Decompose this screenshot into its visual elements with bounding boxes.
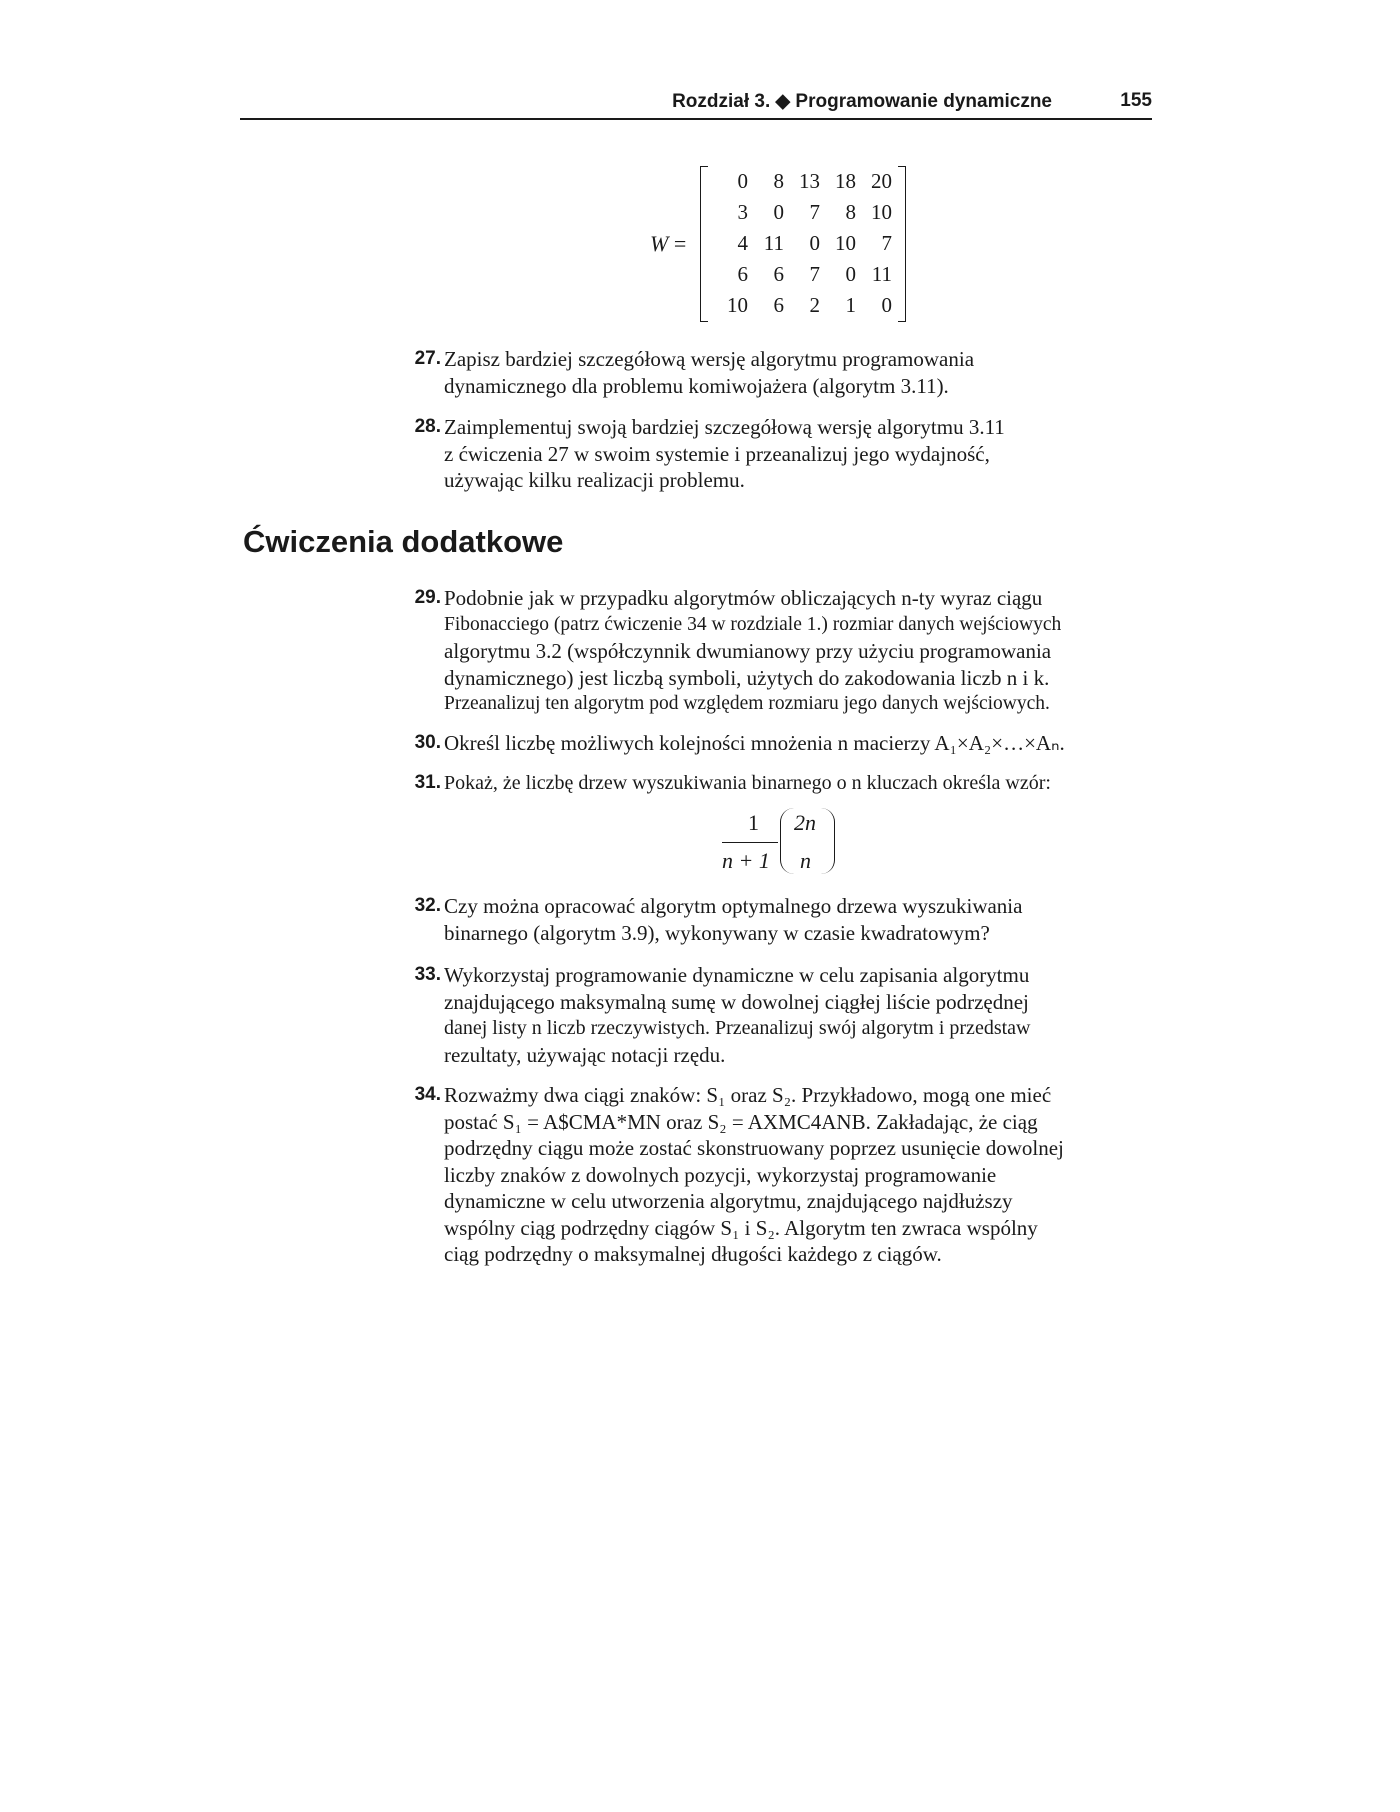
- matrix-cell: 10: [727, 293, 748, 317]
- matrix-cell: 13: [799, 169, 820, 193]
- matrix-cell: 4: [737, 231, 748, 255]
- exercise-number: 29.: [414, 587, 441, 608]
- exercise-text: [444, 346, 1120, 399]
- matrix-cell: 0: [845, 262, 856, 286]
- exercise-text: [444, 893, 1120, 946]
- fraction-bar: [722, 842, 778, 843]
- matrix-cell: 20: [871, 169, 892, 193]
- matrix-cell: 6: [737, 262, 748, 286]
- exercise-32: [380, 893, 1120, 946]
- text-line: Podobnie jak w przypadku algorytmów obliczających n-ty wyraz ciągu: [444, 586, 1043, 610]
- exercise-34: [380, 1082, 1120, 1268]
- matrix-cell: 7: [809, 262, 820, 286]
- text-line: algorytmu 3.2 (współczynnik dwumianowy przy użyciu programowania: [444, 639, 1052, 663]
- exercise-number: 30.: [414, 732, 441, 753]
- left-paren: [780, 808, 795, 874]
- text-line: Zapisz bardziej szczegółową wersję algorytmu programowania: [444, 347, 975, 371]
- matrix-cell: 11: [763, 231, 784, 255]
- text-line: Zaimplementuj swoją bardziej szczegółową wersję algorytmu 3.11: [444, 415, 1005, 439]
- matrix-row: [712, 166, 892, 197]
- left-bracket: [700, 166, 708, 322]
- matrix-cell: 8: [845, 200, 856, 224]
- section-title: Ćwiczenia dodatkowe: [243, 524, 564, 559]
- matrix-row: [712, 259, 892, 290]
- matrix-cell: 10: [835, 231, 856, 255]
- text-line: Pokaż, że liczbę drzew wyszukiwania binarnego o n kluczach określa wzór:: [444, 772, 1051, 794]
- matrix-label: W =: [650, 231, 687, 256]
- matrix-cell: 0: [737, 169, 748, 193]
- matrix-row: [712, 197, 892, 228]
- text-line: wspólny ciąg podrzędny ciągów S₁ i S₂. Algorytm ten zwraca wspólny: [444, 1215, 1038, 1240]
- matrix-cell: 1: [845, 293, 856, 317]
- text-line: dynamicznego) jest liczbą symboli, użytych do zakodowania liczb n i k.: [444, 665, 1050, 690]
- text-line: Określ liczbę możliwych kolejności mnożenia n macierzy A₁×A₂×…×Aₙ.: [444, 731, 1065, 755]
- exercise-33: [380, 962, 1120, 1068]
- matrix-cell: 10: [871, 200, 892, 224]
- exercise-text: [444, 770, 1120, 797]
- text-line: binarnego (algorytm 3.9), wykonywany w czasie kwadratowym?: [444, 920, 990, 945]
- text-line: postać S₁ = A$CMA*MN oraz S₂ = AXMC4ANB. Zakładając, że ciąg: [444, 1109, 1038, 1134]
- exercise-31: [380, 770, 1120, 797]
- matrix-row: [712, 228, 892, 259]
- matrix-cell: 18: [835, 169, 856, 193]
- exercise-number: 28.: [414, 416, 441, 437]
- text-line: dynamiczne w celu utworzenia algorytmu, znajdującego najdłuższy: [444, 1189, 1013, 1213]
- exercise-text: [444, 585, 1120, 718]
- matrix-cell: 0: [809, 231, 820, 255]
- exercise-number: 27.: [414, 348, 441, 369]
- binomial-formula: [720, 808, 840, 880]
- text-line: Przeanalizuj ten algorytm pod względem rozmiaru jego danych wejściowych.: [444, 693, 1050, 714]
- text-line: rezultaty, używając notacji rzędu.: [444, 1042, 726, 1067]
- text-line: podrzędny ciągu może zostać skonstruowany poprzez usunięcie dowolnej: [444, 1136, 1064, 1160]
- matrix-cell: 8: [773, 169, 784, 193]
- binomial-top: 2n: [794, 810, 816, 835]
- matrix-cell: 0: [881, 293, 892, 317]
- text-line: danej listy n liczb rzeczywistych. Przeanalizuj swój algorytm i przedstaw: [444, 1017, 1031, 1039]
- running-head: Rozdział 3. ◆ Programowanie dynamiczne: [672, 91, 1052, 112]
- page-number: 155: [1120, 90, 1152, 111]
- exercise-number: 32.: [414, 895, 441, 916]
- binomial-bottom: n: [800, 848, 811, 873]
- exercise-text: [444, 414, 1120, 494]
- fraction-denominator: n + 1: [722, 848, 770, 873]
- text-line: używając kilku realizacji problemu.: [444, 468, 745, 492]
- matrix-grid: [712, 166, 892, 321]
- text-line: dynamicznego dla problemu komiwojażera (algorytm 3.11).: [444, 373, 949, 398]
- text-line: Rozważmy dwa ciągi znaków: S₁ oraz S₂. Przykładowo, mogą one mieć: [444, 1083, 1052, 1107]
- fraction-numerator: 1: [748, 810, 759, 835]
- matrix-cell: 6: [773, 262, 784, 286]
- exercise-30: [380, 730, 1120, 757]
- text-line: z ćwiczenia 27 w swoim systemie i przeanalizuj jego wydajność,: [444, 441, 990, 466]
- exercise-number: 33.: [414, 964, 441, 985]
- matrix-cell: 11: [871, 262, 892, 286]
- matrix-cell: 7: [881, 231, 892, 255]
- exercise-number: 34.: [414, 1084, 441, 1105]
- right-bracket: [898, 166, 906, 322]
- matrix-cell: 3: [737, 200, 748, 224]
- exercise-27: [380, 346, 1120, 399]
- right-paren: [820, 808, 835, 874]
- text-line: ciąg podrzędny o maksymalnej długości każdego z ciągów.: [444, 1242, 942, 1266]
- matrix-row: [712, 290, 892, 321]
- exercise-29: [380, 585, 1120, 718]
- matrix-cell: 7: [809, 200, 820, 224]
- text-line: znajdującego maksymalną sumę w dowolnej ciągłej liście podrzędnej: [444, 989, 1029, 1014]
- text-line: Wykorzystaj programowanie dynamiczne w celu zapisania algorytmu: [444, 963, 1030, 987]
- text-line: liczby znaków z dowolnych pozycji, wykorzystaj programowanie: [444, 1162, 997, 1187]
- exercise-number: 31.: [414, 772, 441, 793]
- text-line: Czy można opracować algorytm optymalnego drzewa wyszukiwania: [444, 894, 1023, 918]
- matrix-cell: 0: [773, 200, 784, 224]
- exercise-text: [444, 962, 1120, 1068]
- text-line: Fibonacciego (patrz ćwiczenie 34 w rozdziale 1.) rozmiar danych wejściowych: [444, 613, 1062, 635]
- matrix-cell: 2: [809, 293, 820, 317]
- exercise-text: [444, 730, 1120, 757]
- page-header: [240, 88, 1152, 120]
- exercise-text: [444, 1082, 1120, 1268]
- exercise-28: [380, 414, 1120, 494]
- matrix-w: [650, 164, 910, 324]
- matrix-cell: 6: [773, 293, 784, 317]
